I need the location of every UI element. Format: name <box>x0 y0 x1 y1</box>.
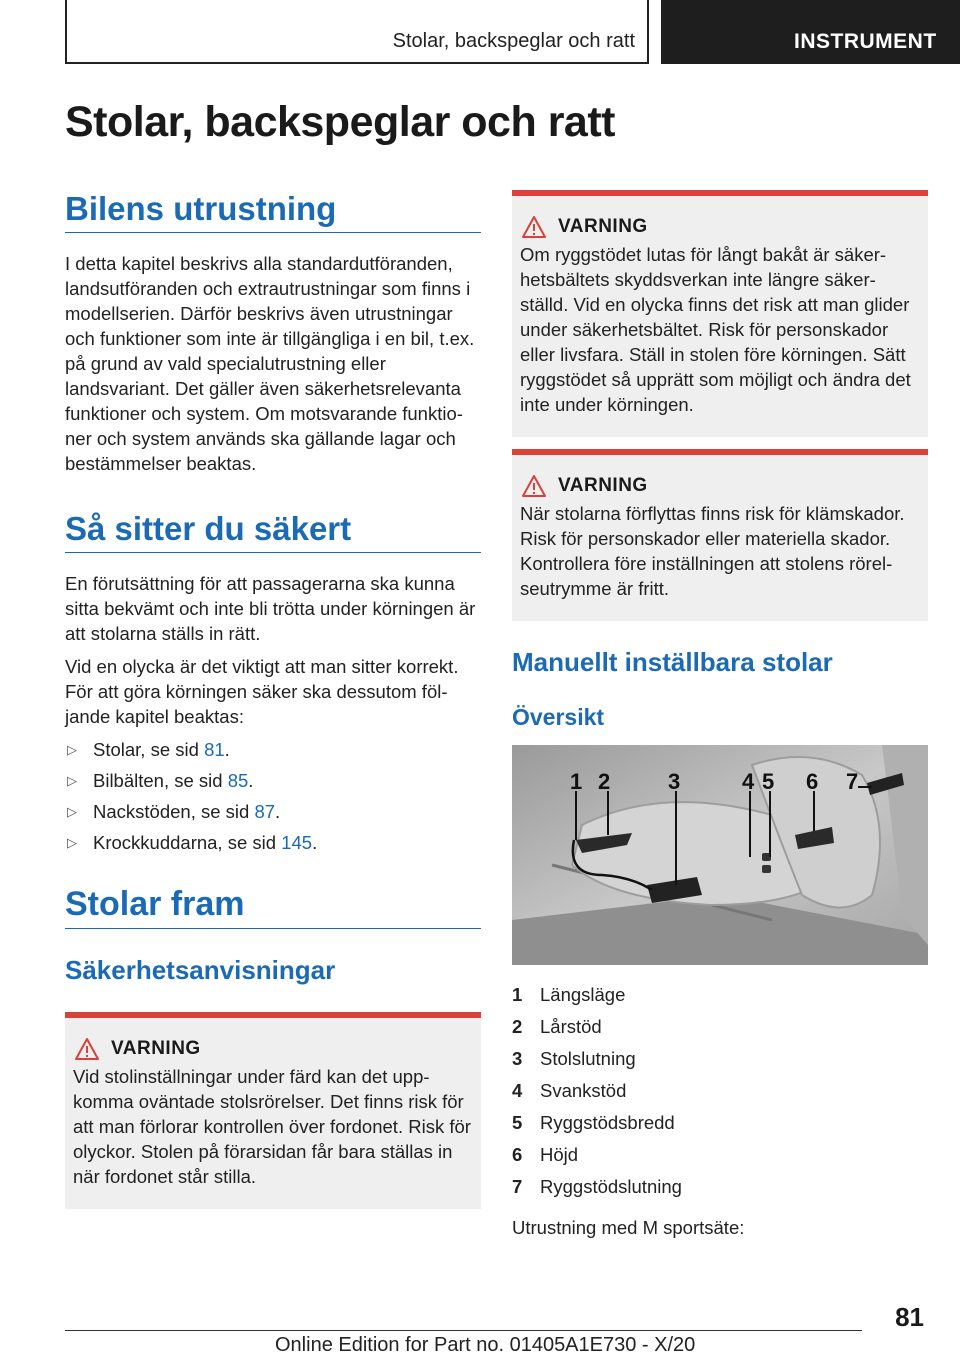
page-link-145[interactable]: 145 <box>281 832 313 853</box>
list-item: ▷ Stolar, se sid 81. <box>67 739 230 760</box>
right-column <box>512 190 928 1248</box>
warning-label: VARNING <box>111 1038 201 1059</box>
seat-controls-legend <box>512 979 928 1203</box>
page-link-85[interactable]: 85 <box>227 770 249 791</box>
subheading-sakerhetsanvisningar: Säkerhetsanvisningar <box>65 955 336 985</box>
warning-box-pinching <box>512 449 928 621</box>
subheading-manuellt-installbara-stolar: Manuellt inställbara stolar <box>512 647 833 677</box>
paragraph-sitting-2: Vid en olycka är det viktigt att man sitter korrekt. För att göra körningen säker ska dessutom föl‐jande kapitel beaktas: <box>65 656 459 727</box>
legend-item: 2 Lårstöd <box>512 1016 602 1037</box>
section-text-bilens-utrustning: I detta kapitel beskrivs alla standardutföranden, landsutföranden och extrautrustningar som finns i modellserien. Därför beskrivs även utrustningar och funktioner som inte är tillgängliga i en bil, t.ex. på grund av vald specialutrustning eller landsvariant. Det gäller även säkerhetsrelevanta funktioner och system. Om motsvarande funktio‐ner och system används ska gällande lagar och bestämmelser beaktas. <box>65 253 475 474</box>
legend-item: 1 Längsläge <box>512 984 626 1005</box>
sport-seat-intro: Utrustning med M sportsäte: <box>512 1217 745 1238</box>
footer-edition-text: Online Edition for Part no. 01405A1E730 - X/20 <box>275 1334 696 1356</box>
warning-triangle-icon <box>522 216 546 238</box>
list-item: ▷ Bilbälten, se sid 85. <box>67 770 254 791</box>
warning-triangle-icon <box>75 1038 99 1060</box>
section-heading-stolar-fram: Stolar fram <box>65 885 481 929</box>
warning-text: Om ryggstödet lutas för långt bakåt är säker‐hetsbältets skyddsverkan inte längre säker‐ställd. Vid en olycka finns det risk att man glider under säkerhetsbältet. Risk för personskador eller livsfara. Ställ in stolen före körningen. Sätt ryggstödet så upprätt som möjligt och ändra det inte under körningen. <box>520 244 911 415</box>
legend-item: 5 Ryggstödsbredd <box>512 1112 675 1133</box>
legend-item: 3 Stolslutning <box>512 1048 636 1069</box>
section-heading-bilens-utrustning: Bilens utrustning <box>65 190 481 233</box>
list-item: ▷ Krockkuddarna, se sid 145. <box>67 832 318 853</box>
warning-text: Vid stolinställningar under färd kan det upp‐komma oväntade stolsrörelser. Det finns risk för att man förlorar kontrollen över fordonet. Risk för olyckor. Stolen på förarsidan får bara ställas in när fordonet står stilla. <box>73 1066 471 1187</box>
warning-label: VARNING <box>558 216 648 237</box>
callout-6: 6 <box>806 769 819 794</box>
triangle-bullet-icon: ▷ <box>67 773 77 788</box>
callout-1: 1 <box>570 769 583 794</box>
callout-3: 3 <box>668 769 681 794</box>
legend-item: 6 Höjd <box>512 1144 579 1165</box>
triangle-bullet-icon: ▷ <box>67 742 77 757</box>
header-section-title: Stolar, backspeglar och ratt <box>392 30 635 52</box>
warning-box-backrest <box>512 190 928 437</box>
list-item: ▷ Nackstöden, se sid 87. <box>67 801 281 822</box>
callout-5: 5 <box>762 769 775 794</box>
chapter-reference-list <box>65 737 481 855</box>
left-column <box>65 190 481 1209</box>
warning-label: VARNING <box>558 475 648 496</box>
page-link-87[interactable]: 87 <box>254 801 276 822</box>
footer-divider <box>65 1330 862 1331</box>
legend-item: 7 Ryggstödslutning <box>512 1176 682 1197</box>
header-section-box <box>65 0 649 64</box>
callout-4: 4 <box>742 769 755 794</box>
legend-item: 4 Svankstöd <box>512 1080 627 1101</box>
callout-7: 7 <box>846 769 859 794</box>
warning-box-seat-adjust <box>65 1012 481 1209</box>
paragraph-sitting-1: En förutsättning för att passagerarna ska kunna sitta bekvämt och inte bli trötta under körningen är att stolarna ställs in rätt. <box>65 573 476 644</box>
triangle-bullet-icon: ▷ <box>67 835 77 850</box>
page-number: 81 <box>895 1302 924 1332</box>
subheading-oversikt: Översikt <box>512 704 605 730</box>
section-heading-sa-sitter-du-sakert: Så sitter du säkert <box>65 510 481 553</box>
page-link-81[interactable]: 81 <box>204 739 225 760</box>
header-chapter-tab: INSTRUMENT <box>661 0 960 64</box>
page-title: Stolar, backspeglar och ratt <box>65 98 615 146</box>
warning-text: När stolarna förflyttas finns risk för klämskador. Risk för personskador eller materiella skador. Kontrollera före inställningen att stolens rörel‐seutrymme är fritt. <box>520 503 905 599</box>
warning-triangle-icon <box>522 475 546 497</box>
seat-controls-illustration <box>512 745 928 965</box>
callout-2: 2 <box>598 769 611 794</box>
triangle-bullet-icon: ▷ <box>67 804 77 819</box>
